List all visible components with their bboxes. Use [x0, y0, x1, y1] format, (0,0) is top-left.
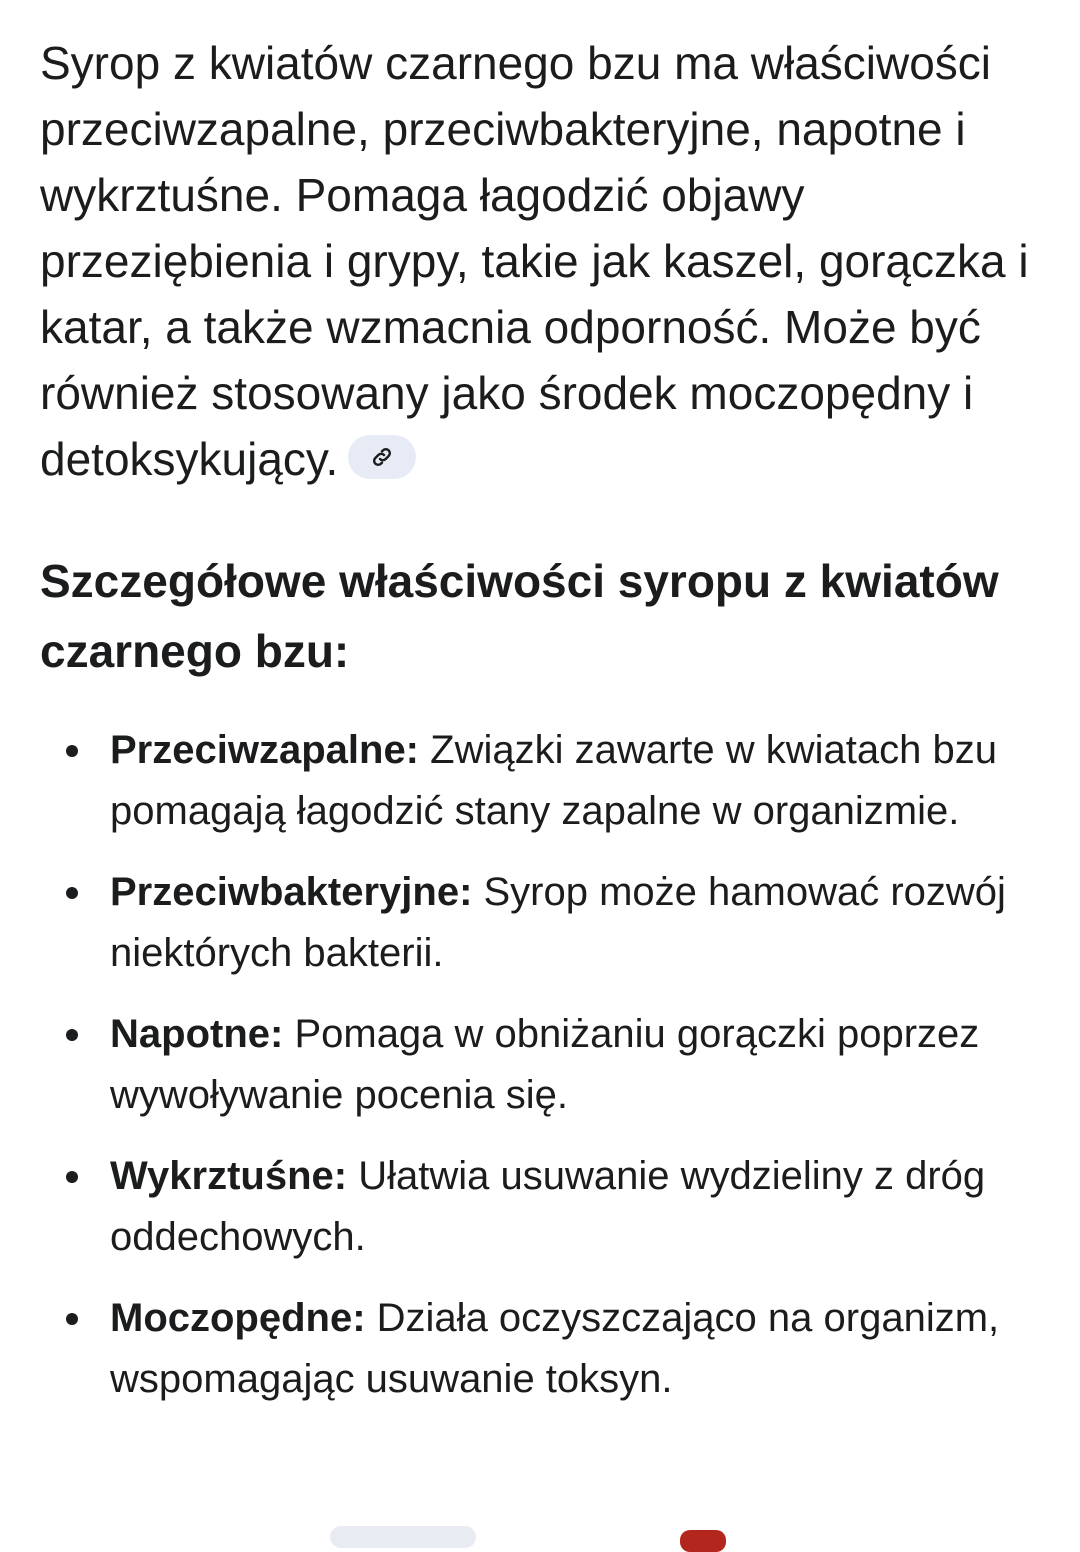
property-description: Pomaga w obniżaniu gorączki poprzez wywoływanie pocenia się.	[110, 1012, 980, 1117]
property-description: Ułatwia usuwanie wydzieliny z dróg oddechowych.	[110, 1154, 986, 1259]
property-term: Moczopędne:	[110, 1296, 366, 1340]
property-description: Związki zawarte w kwiatach bzu pomagają łagodzić stany zapalne w organizmie.	[110, 728, 997, 833]
properties-list	[40, 720, 1050, 1410]
response-content	[40, 30, 1050, 1430]
property-description: Syrop może hamować rozwój niektórych bakterii.	[110, 870, 1006, 975]
source-link-chip[interactable]	[348, 435, 416, 479]
section-heading: Szczegółowe właściwości syropu z kwiatów czarnego bzu:	[40, 555, 999, 677]
bullet-icon	[66, 1171, 78, 1183]
list-item	[40, 1288, 1050, 1410]
property-term: Przeciwzapalne:	[110, 728, 420, 772]
list-item	[40, 862, 1050, 984]
link-icon	[370, 445, 394, 469]
bullet-icon	[66, 745, 78, 757]
property-description: Działa oczyszczająco na organizm, wspomagając usuwanie toksyn.	[110, 1296, 1000, 1401]
list-item	[40, 1146, 1050, 1268]
intro-text: Syrop z kwiatów czarnego bzu ma właściwości przeciwzapalne, przeciwbakteryjne, napotne i wykrztuśne. Pomaga łagodzić objawy przeziębienia i grypy, takie jak kaszel, gorączka i katar, a także wzmacnia odporność. Może być również stosowany jako środek moczopędny i detoksykujący.	[40, 37, 1029, 485]
intro-paragraph	[40, 30, 1050, 492]
bullet-icon	[66, 1313, 78, 1325]
bullet-icon	[66, 1029, 78, 1041]
property-term: Napotne:	[110, 1012, 284, 1056]
property-term: Wykrztuśne:	[110, 1154, 348, 1198]
list-item	[40, 720, 1050, 842]
bottom-toolbar-button[interactable]	[330, 1526, 476, 1548]
list-item	[40, 1004, 1050, 1126]
bottom-action-button[interactable]	[680, 1530, 726, 1552]
bullet-icon	[66, 887, 78, 899]
bottom-toolbar-edge	[0, 1528, 1080, 1538]
property-term: Przeciwbakteryjne:	[110, 870, 473, 914]
